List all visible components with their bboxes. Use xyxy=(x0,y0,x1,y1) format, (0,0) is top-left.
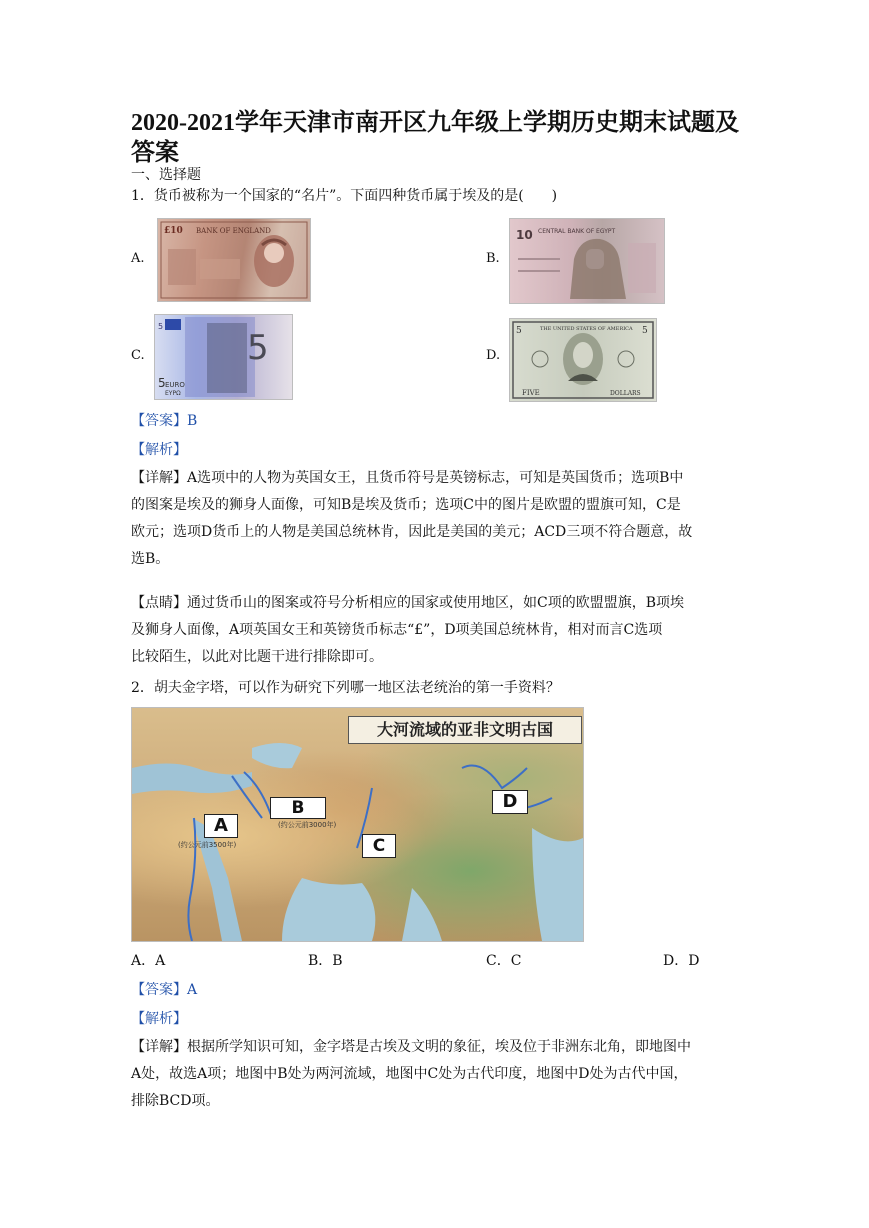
q1-tip-line-1: 【点睛】通过货币山的图案或符号分析相应的国家或使用地区，如C项的欧盟盟旗，B项埃 xyxy=(131,595,684,611)
eur-corner-value: 5 xyxy=(158,322,164,331)
q1-tip xyxy=(131,590,741,671)
eur-large-value: 5 xyxy=(247,328,269,368)
q2-option-d: D．D xyxy=(663,953,700,969)
q1-detail-line-4: 选B。 xyxy=(131,551,170,567)
egp-value-text: 10 xyxy=(516,228,533,242)
map-label-a: A xyxy=(204,814,238,838)
usd-top-text: THE UNITED STATES OF AMERICA xyxy=(540,326,633,332)
q2-option-b: B．B xyxy=(308,953,343,969)
eur-bottom-value: 5 xyxy=(158,376,166,390)
eur-sub-text: EYPΩ xyxy=(165,390,181,397)
map-label-b: B xyxy=(270,797,326,819)
map-label-c: C xyxy=(362,834,396,858)
gbp-value-text: £10 xyxy=(164,226,183,236)
usd-corner-left: 5 xyxy=(516,326,522,336)
ancient-civilizations-map xyxy=(131,707,584,942)
question-1-stem: 1．货币被称为一个国家的“名片”。下面四种货币属于埃及的是( ) xyxy=(131,188,558,204)
usd-bottom-right-text: DOLLARS xyxy=(610,390,641,397)
map-label-b-date: (约公元前3000年) xyxy=(278,821,337,829)
q1-analysis-heading: 【解析】 xyxy=(131,442,187,458)
map-title: 大河流域的亚非文明古国 xyxy=(348,716,582,744)
euro-banknote xyxy=(154,314,293,400)
q2-detail-line-2: A处，故选A项；地图中B处为两河流域，地图中C处为古代印度，地图中D处为古代中国， xyxy=(131,1066,688,1082)
q1-detail xyxy=(131,465,741,573)
usd-corner-right: 5 xyxy=(642,326,648,336)
q2-detail-line-1: 【详解】根据所学知识可知，金字塔是古埃及文明的象征，埃及位于非洲东北角，即地图中 xyxy=(131,1039,691,1055)
gbp-top-text: BANK OF ENGLAND xyxy=(196,227,271,235)
q2-answer: 【答案】A xyxy=(131,982,198,998)
q1-tip-line-2: 及狮身人面像，A项英国女王和英镑货币标志“£”，D项美国总统林肯，相对而言C选项 xyxy=(131,622,663,638)
q1-detail-line-3: 欧元；选项D货币上的人物是美国总统林肯，因此是美国的美元；ACD三项不符合题意，故 xyxy=(131,524,693,540)
us-dollar-banknote xyxy=(509,318,657,402)
q2-option-a: A．A xyxy=(131,953,166,969)
option-c-label: C. xyxy=(131,348,145,363)
q1-answer: 【答案】B xyxy=(131,413,198,429)
question-2-stem: 2．胡夫金字塔，可以作为研究下列哪一地区法老统治的第一手资料？ xyxy=(131,680,560,696)
british-pound-banknote xyxy=(157,218,311,302)
q2-option-c: C．C xyxy=(486,953,522,969)
eur-name-text: EURO xyxy=(165,381,185,389)
q2-detail-line-3: 排除BCD项。 xyxy=(131,1093,220,1109)
option-b-label: B. xyxy=(486,251,500,266)
q1-detail-line-2: 的图案是埃及的狮身人面像，可知B是埃及货币；选项C中的图片是欧盟的盟旗可知，C是 xyxy=(131,497,681,513)
q1-tip-line-3: 比较陌生，以此对比题干进行排除即可。 xyxy=(131,649,383,665)
egyptian-pound-banknote xyxy=(509,218,665,304)
q1-detail-line-1: 【详解】A选项中的人物为英国女王，且货币符号是英镑标志，可知是英国货币；选项B中 xyxy=(131,470,684,486)
option-a-label: A. xyxy=(131,251,145,266)
map-label-d: D xyxy=(492,790,528,814)
egp-top-text: CENTRAL BANK OF EGYPT xyxy=(538,228,616,235)
section-heading: 一、选择题 xyxy=(131,167,201,183)
map-label-a-date: (约公元前3500年) xyxy=(178,841,237,849)
q2-detail xyxy=(131,1034,741,1115)
option-d-label: D. xyxy=(486,348,501,363)
q2-analysis-heading: 【解析】 xyxy=(131,1011,187,1027)
page-title: 2020-2021学年天津市南开区九年级上学期历史期末试题及答案 xyxy=(131,110,739,166)
usd-bottom-text: FIVE xyxy=(522,389,540,397)
